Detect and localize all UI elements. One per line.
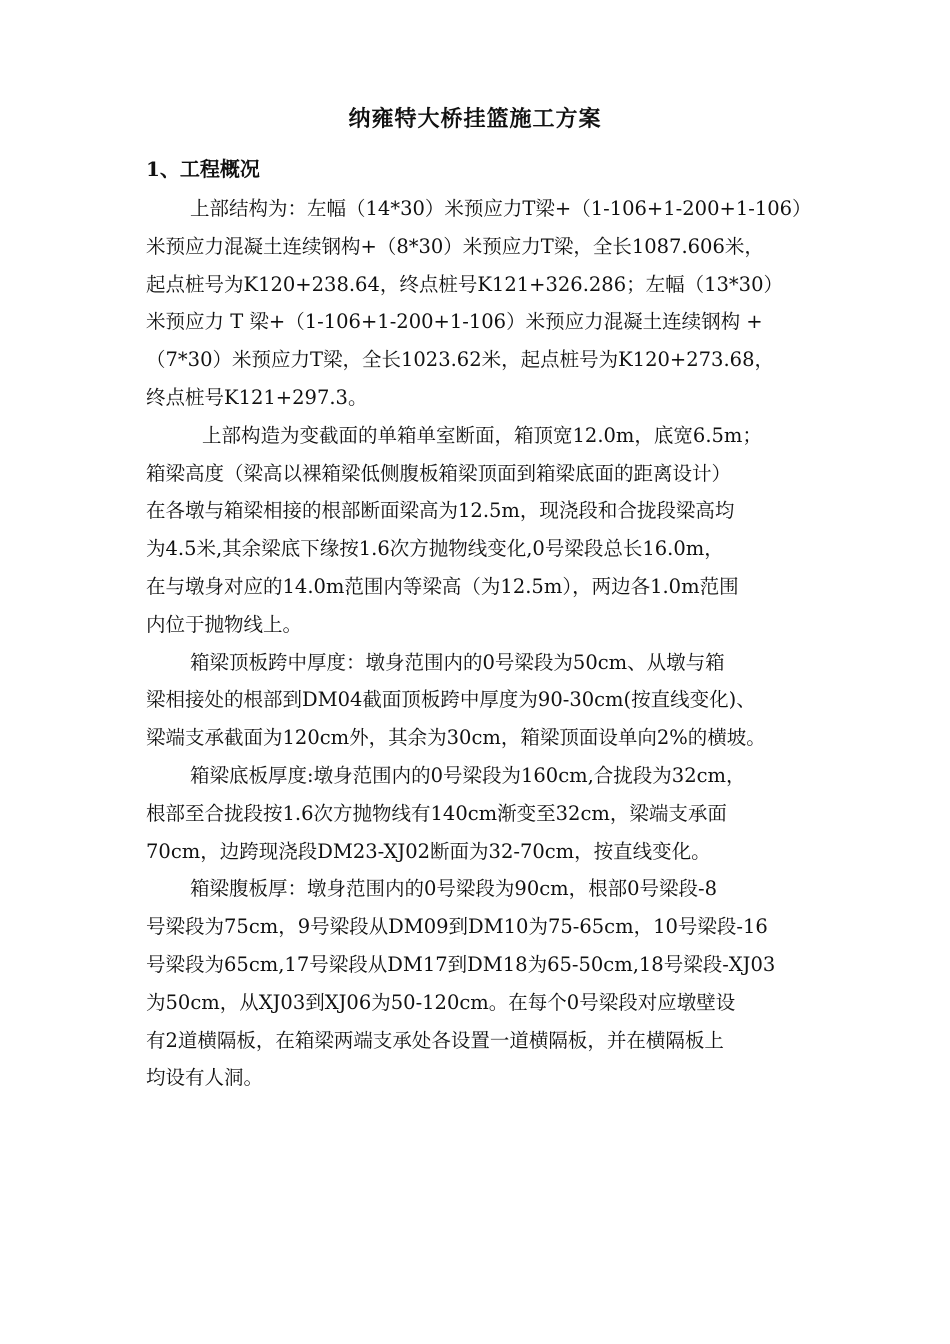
paragraph-line: 终点桩号K121+297.3。: [146, 385, 368, 409]
paragraph-line: 米预应力 T 梁+（1-106+1-200+1-106）米预应力混凝土连续钢构 +: [146, 310, 763, 334]
paragraph-structure: [146, 190, 811, 417]
paragraph-line: 号梁段为65cm,17号梁段从DM17到DM18为65-50cm,18号梁段-XJ03: [146, 952, 776, 976]
paragraph-line: 梁相接处的根部到DM04截面顶板跨中厚度为90-30cm(按直线变化)、: [146, 688, 756, 712]
paragraph-line: 在各墩与箱梁相接的根部断面梁高为12.5m，现浇段和合拢段梁高均: [146, 499, 735, 523]
paragraph-line: 米预应力混凝土连续钢构+（8*30）米预应力T梁，全长1087.606米，: [146, 234, 764, 258]
paragraph-line: 为50cm，从XJ03到XJ06为50-120cm。在每个0号梁段对应墩壁设: [146, 990, 736, 1014]
paragraph-line: 上部结构为：左幅（14*30）米预应力T梁+（1-106+1-200+1-106）: [190, 197, 812, 220]
paragraph-cross-section: [146, 417, 811, 644]
paragraph-line: 箱梁腹板厚：墩身范围内的0号梁段为90cm，根部0号梁段-8: [190, 877, 718, 901]
paragraph-line: 根部至合拢段按1.6次方抛物线有140cm渐变至32cm，梁端支承面: [146, 801, 727, 825]
paragraph-line: 号梁段为75cm，9号梁段从DM09到DM10为75-65cm，10号梁段-16: [146, 915, 768, 939]
paragraph-line: 内位于抛物线上。: [146, 612, 303, 636]
paragraph-line: 梁端支承截面为120cm外，其余为30cm，箱梁顶面设单向2%的横坡。: [146, 726, 766, 750]
paragraph-line: 上部构造为变截面的单箱单室断面，箱顶宽12.0m，底宽6.5m；: [202, 423, 762, 447]
document-title: 纳雍特大桥挂篮施工方案: [348, 106, 602, 132]
paragraph-line: 箱梁顶板跨中厚度：墩身范围内的0号梁段为50cm、从墩与箱: [190, 650, 725, 674]
paragraph-line: 为4.5米,其余梁底下缘按1.6次方抛物线变化,0号梁段总长16.0m，: [146, 537, 724, 561]
paragraph-web: [146, 870, 811, 1097]
paragraph-top-slab: [146, 644, 811, 757]
section-heading: 1、工程概况: [146, 157, 260, 181]
paragraph-line: 起点桩号为K120+238.64，终点桩号K121+326.286；左幅（13*30）: [146, 272, 783, 296]
paragraph-line: 70cm，边跨现浇段DM23-XJ02断面为32-70cm，按直线变化。: [146, 839, 711, 863]
paragraph-line: 有2道横隔板，在箱梁两端支承处各设置一道横隔板，并在横隔板上: [146, 1028, 724, 1052]
paragraph-line: 箱梁高度（梁高以裸箱梁低侧腹板箱梁顶面到箱梁底面的距离设计）: [146, 461, 732, 485]
paragraph-bottom-slab: [146, 757, 811, 870]
document-body: [146, 190, 811, 1097]
paragraph-line: 在与墩身对应的14.0m范围内等梁高（为12.5m），两边各1.0m范围: [146, 574, 739, 598]
paragraph-line: 均设有人洞。: [146, 1066, 264, 1090]
paragraph-line: 箱梁底板厚度:墩身范围内的0号梁段为160cm,合拢段为32cm，: [190, 763, 746, 787]
paragraph-line: （7*30）米预应力T梁，全长1023.62米，起点桩号为K120+273.68，: [146, 348, 774, 372]
